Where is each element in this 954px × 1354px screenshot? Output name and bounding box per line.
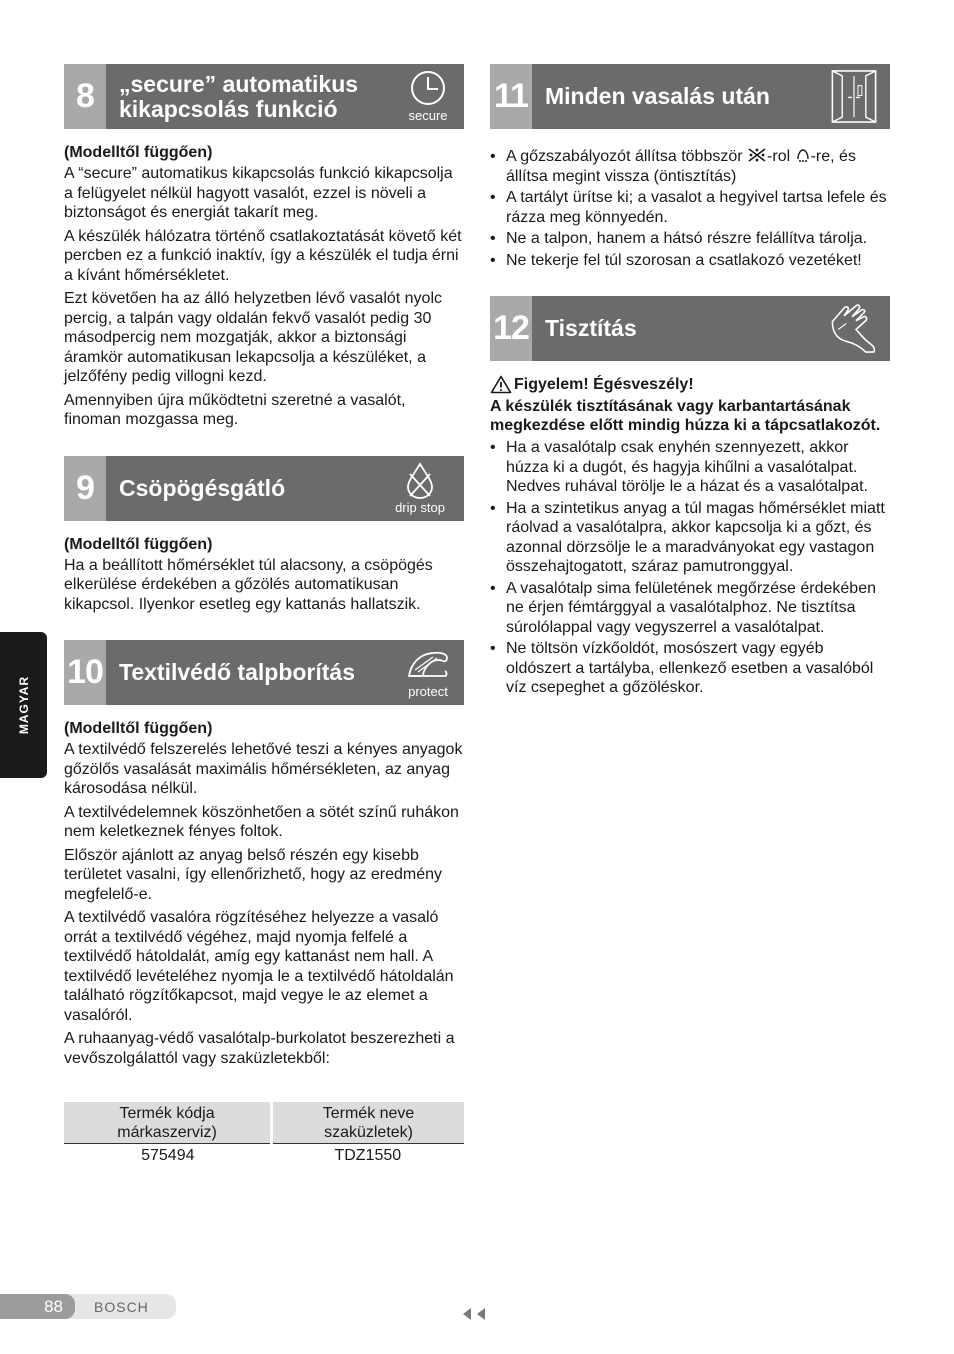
page-number-badge <box>0 1294 75 1319</box>
section-11-header <box>490 64 890 129</box>
clock-icon <box>408 68 448 108</box>
model-note: (Modelltől függően) <box>64 144 213 161</box>
steam-on-icon <box>795 147 811 163</box>
warning-bold-text: A készülék tisztításának vagy karbantartásának megkezdése előtt mindig húzza ki a tápcsatlakozót. <box>490 398 881 434</box>
paragraph: A textilvédő felszerelés lehetővé teszi a kényes anyagok gőzölős vasalását maximális hőmérsékleten, az anyag károsodása nélkül. <box>64 741 463 797</box>
text-fragment: A gőzszabályozót állítsa többször <box>506 148 748 165</box>
page-number: 88 <box>44 1297 63 1316</box>
secure-feature-icon <box>398 68 458 125</box>
paragraph: Amennyiben újra működtetni szeretné a vasalót, finoman mozgassa meg. <box>64 391 406 428</box>
list-item: • Ha a vasalótalp csak enyhén szennyezett, akkor húzza ki a dugót, és hagyja kihűlni a vasalótalpat. Nedves ruhával törölje le a házat és a vasalótalpat. <box>490 438 890 497</box>
warning-text: Figyelem! Égésveszély! <box>514 376 694 393</box>
list-item: • Ne tekerje fel túl szorosan a csatlakozó vezetéket! <box>490 251 890 271</box>
icon-caption: protect <box>408 684 448 699</box>
model-note: (Modelltől függően) <box>64 720 213 737</box>
list-item <box>490 147 890 186</box>
icon-caption: secure <box>408 108 448 123</box>
previous-page-icon[interactable] <box>475 1307 486 1321</box>
section-9-body <box>64 556 464 615</box>
list-item: • Ne a talpon, hanem a hátsó részre felállítva tárolja. <box>490 229 890 249</box>
wardrobe-icon <box>826 68 882 125</box>
table-cell: 575494 <box>64 1144 272 1168</box>
list-item: • Ha a szintetikus anyag a túl magas hőmérséklet miatt ráolvad a vasalótalpra, akkor kapcsolja ki a gőzt, és azonnal dörzsölje le a maradványokat egy vastagon összehajtogatott, száraz pamutronggyal. <box>490 499 890 577</box>
section-9-header <box>64 456 464 521</box>
page-navigation[interactable] <box>461 1307 486 1321</box>
section-12-header <box>490 296 890 361</box>
paragraph: Ha a beállított hőmérséklet túl alacsony, a csöpögés elkerülése érdekében a gőzölés automatikusan kikapcsol. Ilyenkor esetleg egy kattanás hallatszik. <box>64 556 433 613</box>
section-title: „secure” automatikus kikapcsolás funkció <box>119 70 359 122</box>
list-item: • A tartályt ürítse ki; a vasalot a hegyivel tartsa lefele és rázza meg könnyedén. <box>490 188 890 227</box>
text-fragment: -re, és állítsa megint vissza (öntisztítás) <box>506 148 856 185</box>
section-12-list <box>490 438 890 698</box>
drip-stop-icon <box>400 460 440 500</box>
paragraph: A készülék hálózatra történő csatlakoztatását követő két percben ez a funkció inaktív, így a készülék el tudja érni a kívánt hőmérsékletet. <box>64 227 462 284</box>
table-header-row <box>64 1102 464 1144</box>
language-tab <box>0 632 47 778</box>
paragraph: A textilvédő vasalóra rögzítéséhez helyezze a vasaló orrát a textilvédő végéhez, majd nyomja felfelé a textilvédő hátoldalát, amíg egy kattanást nem hall. A textilvédő levételéhez nyomja le a textilvédő hátoldalán található rögzítőkapcsot, majd vegye le az elemet a vasalóról. <box>64 909 454 1024</box>
text-fragment: -rol <box>767 148 795 165</box>
table-cell: TDZ1550 <box>272 1144 464 1168</box>
icon-caption: drip stop <box>395 499 445 515</box>
section-8-header <box>64 64 464 129</box>
paragraph: Ezt követően ha az álló helyzetben lévő vasalót nyolc percig, a talpán vagy oldalán fekvő vasalót pedig 30 másodpercig nem mozgatják, akkor a biztonsági áramkör automatikusan lekapcsolja a készüléket, a jelzőfény pedig villogni kezd. <box>64 290 443 385</box>
table-header-product-name: Termék neve szaküzletek) <box>272 1102 464 1144</box>
section-title: Csöpögésgátló <box>119 474 286 501</box>
list-item: • A vasalótalp sima felületének megőrzése érdekében ne érjen fémtárggyal a vasalótalphoz. Ne tisztítsa súrolólappal vagy vegyszerrel a vasalótalpat. <box>490 579 890 638</box>
cleaning-feature-icon <box>824 300 884 357</box>
section-number: 9 <box>64 456 106 521</box>
section-number: 10 <box>64 640 106 705</box>
section-number: 8 <box>64 64 106 129</box>
section-11-list <box>490 147 890 270</box>
right-column <box>490 64 890 700</box>
drip-stop-feature-icon <box>382 460 458 517</box>
section-8-body <box>64 164 464 430</box>
brand-name: BOSCH <box>94 1299 149 1315</box>
section-number: 12 <box>490 296 532 361</box>
table-header-product-code: Termék kódja márkaszerviz) <box>64 1102 272 1144</box>
iron-protect-icon <box>405 644 451 684</box>
left-column <box>64 64 464 1167</box>
paragraph: Először ajánlott az anyag belső részén egy kisebb területet vasalni, így ellenőrizhető, hogy az eredmény megfelelő-e. <box>64 846 442 903</box>
section-10-body <box>64 740 464 1068</box>
section-number: 11 <box>490 64 532 129</box>
section-title: Textilvédő talpborítás <box>119 659 356 685</box>
wardrobe-feature-icon <box>824 68 884 125</box>
language-label: MAGYAR <box>16 675 31 735</box>
list-item: • Ne töltsön vízkőoldót, mosószert vagy egyéb oldószert a tartályba, ellenkező esetben a vasalóból víz csepeghet a gőzöléskor. <box>490 639 890 698</box>
table-row <box>64 1144 464 1168</box>
paragraph: A textilvédelemnek köszönhetően a sötét színű ruhákon nem keletkeznek fényes foltok. <box>64 803 459 840</box>
model-note: (Modelltől függően) <box>64 535 213 553</box>
previous-page-icon[interactable] <box>461 1307 472 1321</box>
warning-heading <box>490 375 890 394</box>
protect-feature-icon <box>398 644 458 701</box>
section-title: Tisztítás <box>545 315 637 341</box>
section-10-header <box>64 640 464 705</box>
steam-off-icon <box>747 147 767 163</box>
product-table <box>64 1102 464 1167</box>
paragraph: A “secure” automatikus kikapcsolás funkció kikapcsolja a felügyelet nélkül hagyott vasalót, ezzel is növeli a biztonságot és energiát takarít meg. <box>64 165 453 221</box>
brand-badge <box>60 1294 176 1319</box>
paragraph: A ruhaanyag-védő vasalótalp-burkolatot beszerezheti a vevőszolgálattól vagy szaküzletekből: <box>64 1030 455 1067</box>
cleaning-hand-icon <box>826 300 882 357</box>
section-title: Minden vasalás után <box>545 83 770 109</box>
warning-triangle-icon <box>490 375 512 394</box>
